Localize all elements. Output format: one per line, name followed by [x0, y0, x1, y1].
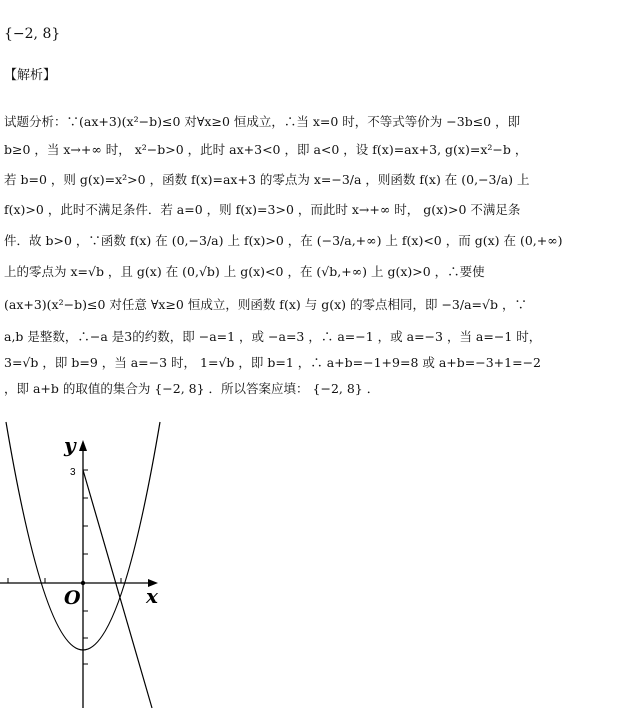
solution-line-2: b≥0 ，当 x→+∞ 时， x²−b>0 ，此时 ax+3<0 ，即 a<0 ，设 f(x)=ax+3, g(x)=x²−b ， [4, 142, 528, 157]
origin-point [81, 581, 85, 585]
solution-line-8: a,b 是整数，∴−a 是3的约数，即 −a=1 ，或 −a=3 ，∴ a=−1 ，或 a=−3 ，当 a=−1 时， [4, 329, 542, 344]
origin-label: O [64, 587, 81, 609]
solution-line-7: (ax+3)(x²−b)≤0 对任意 ∀x≥0 恒成立，则函数 f(x) 与 g(x) 的零点相同，即 −3/a=√b ，∵ [4, 297, 527, 312]
function-graph [0, 418, 180, 718]
y-axis-arrow [79, 440, 87, 451]
solution-line-9: 3=√b ，即 b=9 ，当 a=−3 时， 1=√b ，即 b=1 ，∴ a+b=−1+9=8 或 a+b=−3+1=−2 [4, 355, 542, 370]
solution-line-1: 试题分析：∵(ax+3)(x²−b)≤0 对∀x≥0 恒成立，∴当 x=0 时，不等式等价为 −3b≤0 ，即 [4, 114, 521, 129]
solution-line-5: 件．故 b>0 ，∵函数 f(x) 在 (0,−3/a) 上 f(x)>0 ，在 (−3/a,+∞) 上 f(x)<0 ，而 g(x) 在 (0,+∞) [4, 233, 563, 248]
y-tick-label-3: 3 [70, 467, 76, 478]
x-axis-label: x [146, 584, 158, 608]
solution-line-3: 若 b=0 ，则 g(x)=x²>0 ，函数 f(x)=ax+3 的零点为 x=−3/a ，则函数 f(x) 在 (0,−3/a) 上 [4, 172, 530, 187]
solution-line-6: 上的零点为 x=√b ，且 g(x) 在 (0,√b) 上 g(x)<0 ，在 (√b,+∞) 上 g(x)>0 ，∴要使 [4, 264, 485, 279]
line-f [83, 470, 152, 708]
analysis-heading: 【解析】 [4, 68, 57, 83]
solution-line-10: ，即 a+b 的取值的集合为 {−2, 8} ．所以答案应填： {−2, 8} ． [4, 381, 380, 396]
solution-line-4: f(x)>0 ，此时不满足条件．若 a=0 ，则 f(x)=3>0 ，而此时 x→+∞ 时， g(x)>0 不满足条 [4, 202, 521, 217]
y-axis-label: y [64, 433, 76, 457]
answer-set: {−2, 8} [4, 26, 61, 42]
